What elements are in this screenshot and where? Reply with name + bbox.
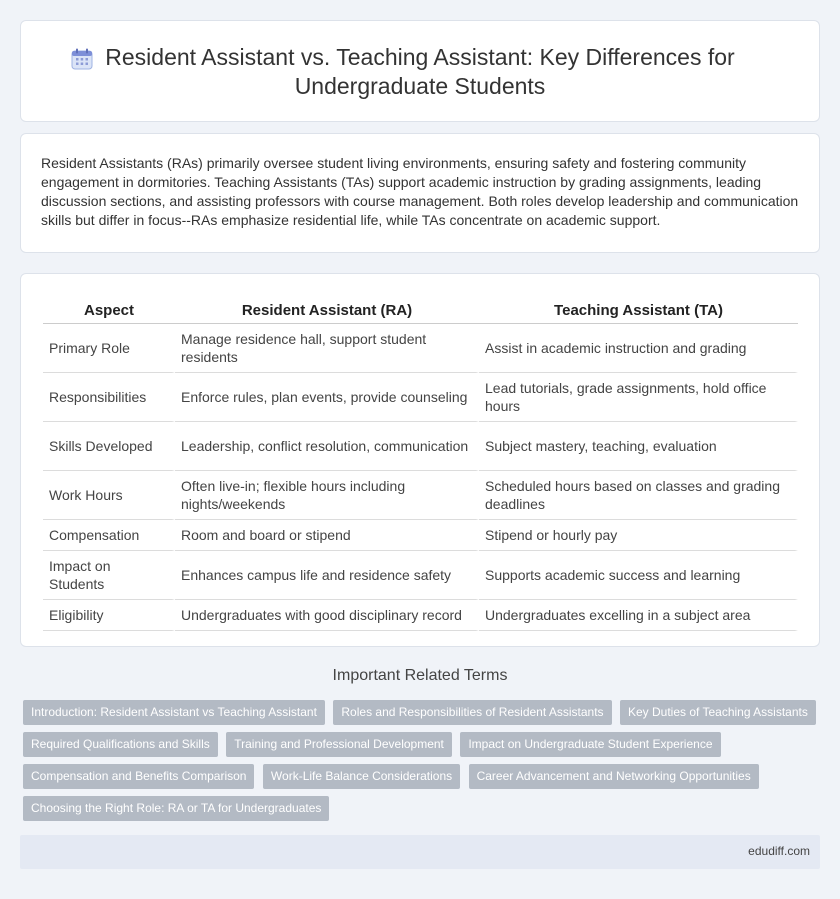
cell-ra: Enforce rules, plan events, provide counseling xyxy=(175,373,479,422)
related-term-tag[interactable]: Key Duties of Teaching Assistants xyxy=(620,700,816,725)
cell-ta: Scheduled hours based on classes and grading deadlines xyxy=(479,471,798,520)
table-row xyxy=(43,373,798,422)
cell-ta: Assist in academic instruction and grading xyxy=(479,324,798,373)
summary-card xyxy=(20,133,820,253)
table-row xyxy=(43,324,798,373)
related-term-tag[interactable]: Work-Life Balance Considerations xyxy=(263,764,460,789)
cell-ta: Subject mastery, teaching, evaluation xyxy=(479,422,798,471)
header-ta: Teaching Assistant (TA) xyxy=(479,294,798,324)
table-row xyxy=(43,551,798,600)
footer xyxy=(20,835,820,869)
cell-aspect: Primary Role xyxy=(43,324,175,373)
related-term-tag[interactable]: Required Qualifications and Skills xyxy=(23,732,218,757)
related-term-tag[interactable]: Roles and Responsibilities of Resident Assistants xyxy=(333,700,611,725)
related-terms-title: Important Related Terms xyxy=(332,667,508,684)
cell-ra: Undergraduates with good disciplinary record xyxy=(175,600,479,631)
cell-ta: Lead tutorials, grade assignments, hold office hours xyxy=(479,373,798,422)
cell-aspect: Eligibility xyxy=(43,600,175,631)
related-term-tag[interactable]: Training and Professional Development xyxy=(226,732,452,757)
cell-aspect: Compensation xyxy=(43,520,175,551)
page-title-line-2: Undergraduate Students xyxy=(294,73,546,99)
related-term-tag[interactable]: Impact on Undergraduate Student Experience xyxy=(460,732,720,757)
cell-ra: Enhances campus life and residence safety xyxy=(175,551,479,600)
page-title-line-1: Resident Assistant vs. Teaching Assistant: Key Differences for xyxy=(105,44,735,70)
cell-ta: Undergraduates excelling in a subject area xyxy=(479,600,798,631)
related-term-tag[interactable]: Career Advancement and Networking Opportunities xyxy=(469,764,759,789)
header-ra: Resident Assistant (RA) xyxy=(175,294,479,324)
header-aspect: Aspect xyxy=(43,294,175,324)
page-title xyxy=(21,43,819,101)
table-row xyxy=(43,600,798,631)
cell-ta: Stipend or hourly pay xyxy=(479,520,798,551)
cell-ra: Manage residence hall, support student residents xyxy=(175,324,479,373)
table-header-row xyxy=(43,294,798,324)
table-row xyxy=(43,471,798,520)
comparison-table xyxy=(43,294,798,631)
cell-ra: Room and board or stipend xyxy=(175,520,479,551)
cell-aspect: Work Hours xyxy=(43,471,175,520)
summary-text: Resident Assistants (RAs) primarily oversee student living environments, ensuring safety and fostering community engagement in dormitories. Teaching Assistants (TAs) support academic instruction by grading assignments, leading discussion sections, and assisting professors with course management. Both roles develop leadership and communication skills but differ in focus--RAs emphasize residential life, while TAs concentrate on academic support. xyxy=(41,155,799,228)
cell-aspect: Responsibilities xyxy=(43,373,175,422)
related-term-tag[interactable]: Introduction: Resident Assistant vs Teaching Assistant xyxy=(23,700,325,725)
related-term-tag[interactable]: Choosing the Right Role: RA or TA for Undergraduates xyxy=(23,796,329,821)
cell-aspect: Skills Developed xyxy=(43,422,175,471)
related-term-tag[interactable]: Compensation and Benefits Comparison xyxy=(23,764,254,789)
table-row xyxy=(43,422,798,471)
table-row xyxy=(43,520,798,551)
related-terms-list xyxy=(23,700,823,828)
cell-ta: Supports academic success and learning xyxy=(479,551,798,600)
cell-aspect: Impact on Students xyxy=(43,551,175,600)
comparison-card xyxy=(20,273,820,647)
cell-ra: Often live-in; flexible hours including nights/weekends xyxy=(175,471,479,520)
cell-ra: Leadership, conflict resolution, communication xyxy=(175,422,479,471)
footer-site-link[interactable]: edudiff.com xyxy=(748,844,810,858)
title-card xyxy=(20,20,820,122)
